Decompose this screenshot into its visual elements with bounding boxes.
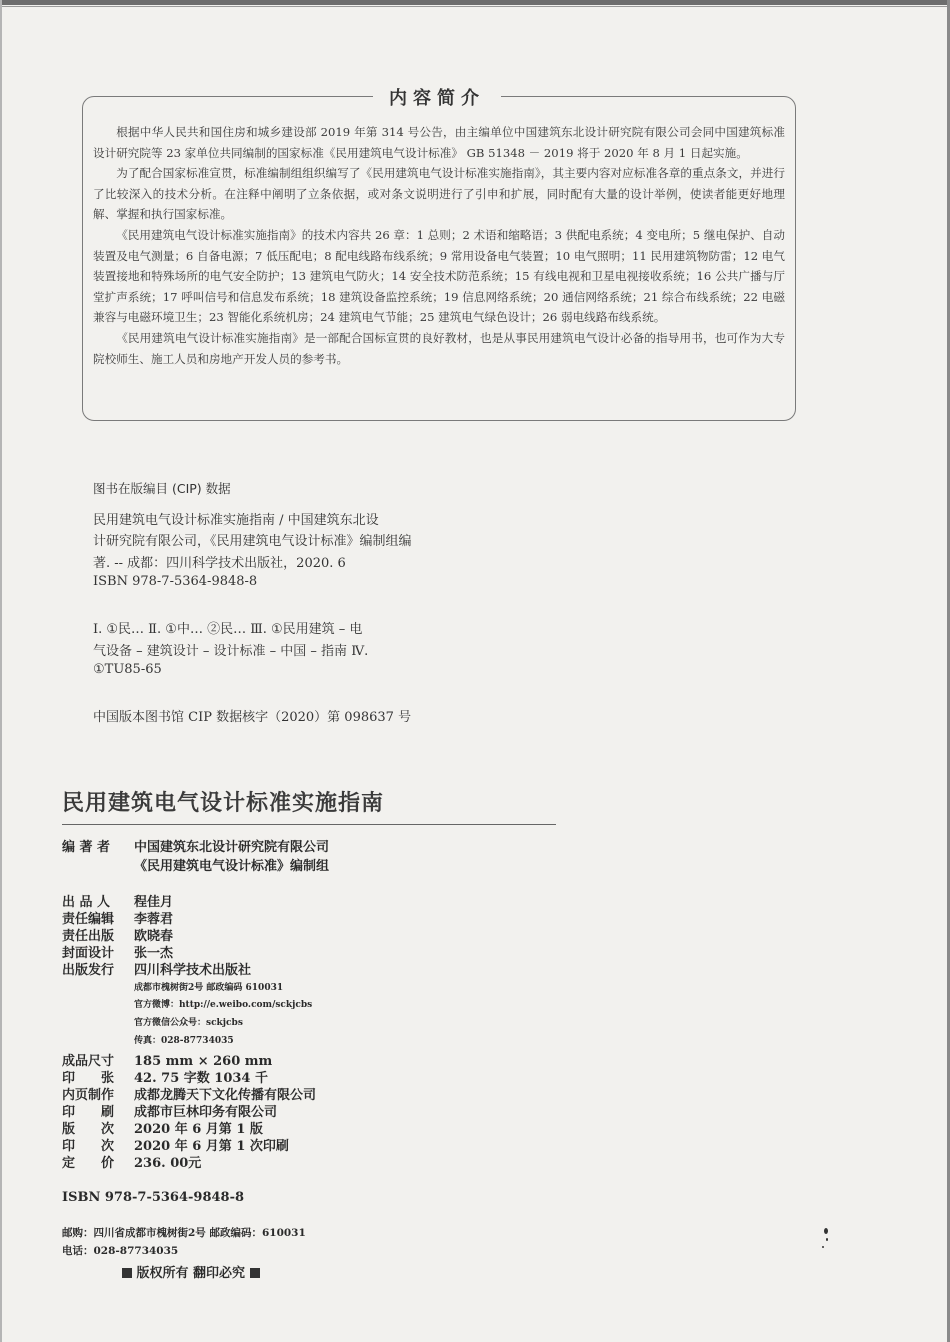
credit-value: 李蓉君 [134, 912, 174, 927]
book-title: 民用建筑电气设计标准实施指南 [62, 791, 385, 816]
intro-paragraph: 根据中华人民共和国住房和城乡建设部 2019 年第 314 号公告，由主编单位中国建筑东北设计研究院有限公司会同中国建筑标准设计研究院等 23 家单位共同编制的国家标准《民用建筑电气设计标准》 GB 51348 － 2019 将于 2020 年 8 月 1 日起实施。 [93, 125, 785, 160]
spec-label: 内页制作 [62, 1088, 115, 1103]
spec-label: 印 次 [62, 1139, 115, 1154]
cip-isbn: ISBN 978-7-5364-9848-8 [93, 574, 258, 589]
intro-title: 内容简介 [373, 84, 501, 110]
intro-paragraph: 《民用建筑电气设计标准实施指南》是一部配合国标宣贯的良好教材，也是从事民用建筑电气设计必备的指导用书，也可作为大专院校师生、施工人员和房地产开发人员的参考书。 [93, 330, 785, 366]
square-bullet-icon [122, 1268, 132, 1278]
spec-label: 成品尺寸 [62, 1054, 115, 1069]
speck [826, 1238, 828, 1241]
scan-edge-left [0, 0, 2, 1342]
spec-label: 定 价 [62, 1156, 115, 1171]
credit-value: 欧晓春 [134, 929, 174, 944]
spec-value: 成都市巨林印务有限公司 [134, 1105, 278, 1120]
speck [824, 1228, 828, 1234]
publisher-wechat: 官方微信公众号：sckjcbs [134, 1018, 243, 1028]
spec-value: 42. 75 字数 1034 千 [134, 1071, 268, 1086]
cip-verification: 中国版本图书馆 CIP 数据核字（2020）第 098637 号 [93, 710, 412, 725]
scan-specks [822, 1228, 830, 1258]
credit-value: 张一杰 [134, 946, 174, 961]
speck [822, 1246, 824, 1248]
credit-label: 责任编辑 [62, 912, 115, 927]
spec-value: 2020 年 6 月第 1 次印刷 [134, 1139, 289, 1154]
credit-value: 中国建筑东北设计研究院有限公司 [134, 840, 330, 855]
cip-line: 著. -- 成都：四川科学技术出版社，2020. 6 [93, 556, 346, 571]
intro-paragraph: 为了配合国家标准宣贯，标准编制组组织编写了《民用建筑电气设计标准实施指南》，其主要内容对应标准各章的重点条文，并进行了比较深入的技术分析。在注释中阐明了立条依据，或对条文说明进行了引申和扩展，同时配有大量的设计举例，使读者能更好地理解、掌握和执行国家标准。 [93, 166, 785, 222]
spec-value: 2020 年 6 月第 1 版 [134, 1122, 263, 1137]
rights-text: 版权所有 翻印必究 [136, 1266, 246, 1281]
cip-line: 计研究院有限公司，《民用建筑电气设计标准》编制组编 [93, 534, 412, 549]
credit-label: 出 品 人 [62, 895, 111, 910]
publisher-fax: 传真：028-87734035 [134, 1036, 234, 1046]
credit-author [62, 836, 329, 855]
spec-label: 印 张 [62, 1071, 115, 1086]
phone-info: 电话：028-87734035 [62, 1245, 179, 1257]
scan-edge-top [0, 0, 950, 5]
credit-label: 封面设计 [62, 946, 115, 961]
credit-label: 责任出版 [62, 929, 115, 944]
publisher-weibo: 官方微博：http://e.weibo.com/sckjcbs [134, 1000, 313, 1010]
credit-value: 四川科学技术出版社 [134, 963, 252, 978]
cip-title: 图书在版编目 (CIP) 数据 [93, 481, 231, 496]
credit-label: 出版发行 [62, 963, 115, 978]
spec-label: 版 次 [62, 1122, 115, 1137]
credit-row [62, 959, 251, 978]
spec-value: 成都龙腾天下文化传播有限公司 [134, 1088, 317, 1103]
spec-value: 185 mm × 260 mm [134, 1054, 273, 1069]
square-bullet-icon [250, 1268, 260, 1278]
spec-label: 印 刷 [62, 1105, 115, 1120]
rights-notice [122, 1262, 260, 1281]
cip-line: ①TU85-65 [93, 662, 162, 677]
cip-line: 气设备 – 建筑设计 – 设计标准 – 中国 – 指南 Ⅳ. [93, 644, 369, 659]
isbn: ISBN 978-7-5364-9848-8 [62, 1190, 245, 1205]
credit-label: 编 著 者 [62, 840, 111, 855]
cip-line: 民用建筑电气设计标准实施指南 / 中国建筑东北设 [93, 513, 379, 528]
intro-text [93, 122, 785, 369]
scan-edge-top-thin [0, 6, 950, 7]
credit-author-2: 《民用建筑电气设计标准》编制组 [134, 859, 330, 874]
spec-row [62, 1152, 201, 1171]
mail-order-info: 邮购：四川省成都市槐树街2号 邮政编码：610031 [62, 1227, 306, 1239]
title-divider [62, 824, 556, 825]
intro-paragraph: 《民用建筑电气设计标准实施指南》的技术内容共 26 章：1 总则；2 术语和缩略语；3 供配电系统；4 变电所；5 继电保护、自动装置及电气测量；6 自备电源；7 低压配电；8 配电线路布线系统；9 常用设备电气装置；10 电气照明；11 民用建筑物防雷；12 电气装置接地和特殊场所的电气安全防护；13 建筑电气防火；14 安全技术防范系统；15 有线电视和卫星电视接收系统；16 公共广播与厅堂扩声系统；17 呼叫信号和信息发布系统；18 建筑设备监控系统；19 信息网络系统；20 通信网络系统；21 综合布线系统；22 电磁兼容与电磁环境卫生；23 智能化系统机房；24 建筑电气节能；25 建筑电气绿色设计；26 弱电线路布线系统。 [93, 227, 785, 325]
cip-line: Ⅰ. ①民… Ⅱ. ①中… ②民… Ⅲ. ①民用建筑 – 电 [93, 622, 363, 637]
publisher-address: 成都市槐树街2号 邮政编码 610031 [134, 983, 284, 993]
spec-value: 236. 00元 [134, 1156, 202, 1171]
credit-value: 程佳月 [134, 895, 174, 910]
